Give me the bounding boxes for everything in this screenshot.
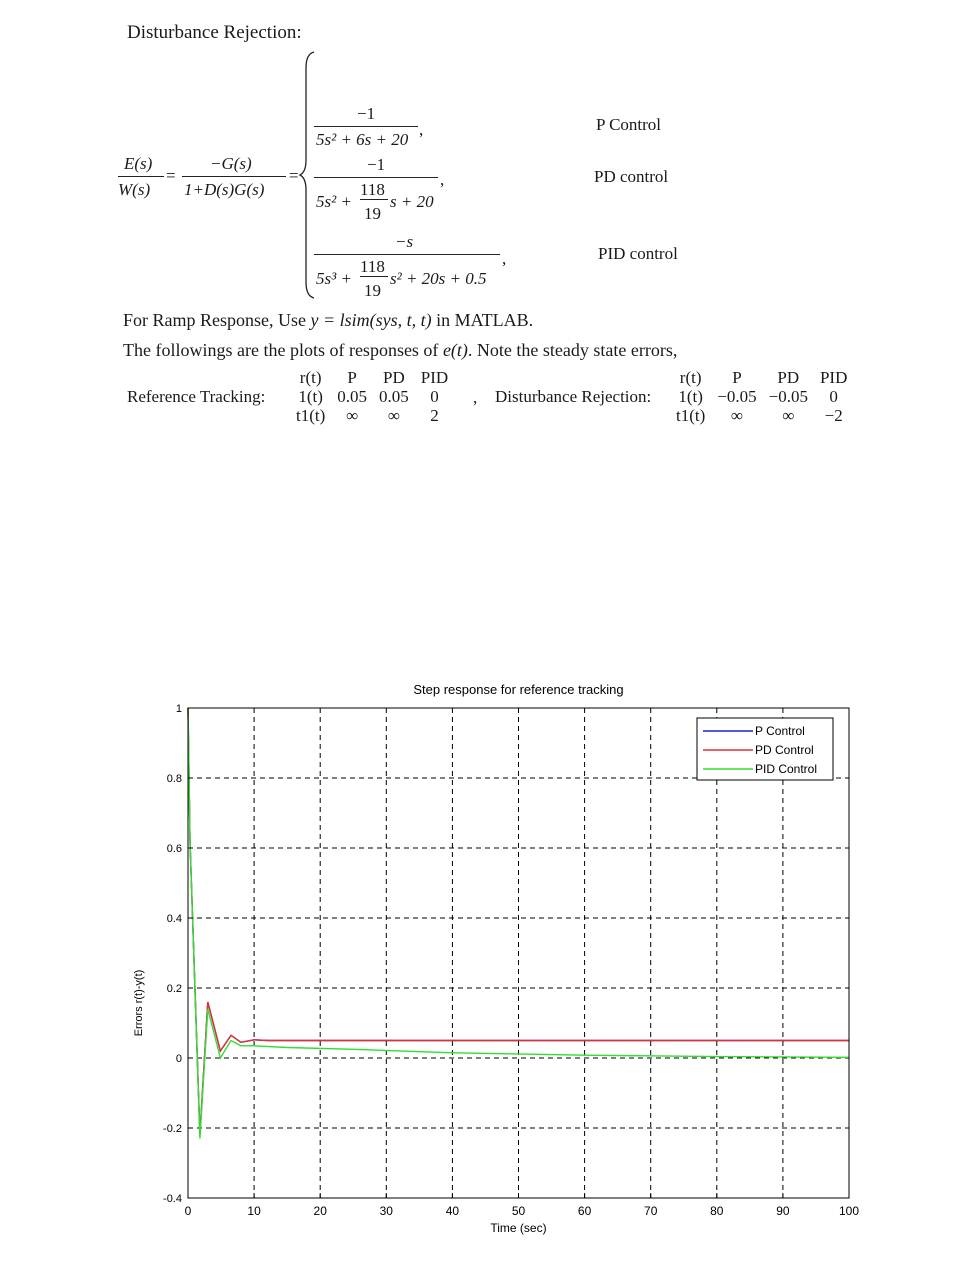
x-tick-label: 90: [776, 1204, 790, 1218]
y-tick-label: 1: [175, 703, 182, 715]
case1-label: P Control: [596, 115, 662, 134]
reference-tracking-title: Reference Tracking:: [127, 387, 266, 406]
legend-label-pid-control: PID Control: [755, 762, 818, 776]
x-tick-label: 30: [379, 1204, 393, 1218]
disturbance-rejection-title: Disturbance Rejection:: [495, 387, 652, 406]
x-tick-label: 40: [445, 1204, 460, 1218]
reference-tracking-table: r(t) P PD PID 1(t) 0.05 0.05 0 t1(t) ∞ ∞ 2: [296, 368, 449, 425]
case2-denominator-b: s + 20: [390, 192, 434, 211]
case1-numerator: −1: [357, 104, 376, 123]
table-separator: ,: [473, 388, 478, 407]
case3-frac-num: 118: [360, 257, 385, 276]
mid-numerator: −G(s): [210, 154, 252, 173]
equals-sign-2: =: [289, 166, 299, 185]
case3-denominator-a: 5s³ +: [316, 269, 352, 288]
x-tick-label: 100: [838, 1204, 860, 1218]
y-tick-label: 0.8: [166, 773, 182, 785]
lhs-denominator: W(s): [118, 180, 151, 199]
y-tick-label: 0.4: [166, 913, 182, 925]
lhs-numerator: E(s): [124, 154, 153, 173]
chart-legend: [697, 718, 833, 780]
x-tick-label: 0: [184, 1204, 192, 1218]
legend-label-pd-control: PD Control: [755, 743, 814, 757]
chart-grid: [188, 708, 849, 1198]
chart-title: Step response for reference tracking: [413, 682, 624, 697]
ramp-response-line: For Ramp Response, Use y = lsim(sys, t, t) in MATLAB.: [123, 310, 534, 330]
case2-label: PD control: [594, 167, 669, 186]
case2-numerator: −1: [367, 155, 386, 174]
x-tick-label: 60: [577, 1204, 592, 1218]
disturbance-rejection-table: r(t) P PD PID 1(t) −0.05 −0.05 0 t1(t) ∞ ∞ −2: [676, 368, 848, 425]
y-tick-label: 0.6: [166, 843, 182, 855]
equals-sign: =: [166, 166, 176, 185]
x-tick-label: 50: [511, 1204, 526, 1218]
case3-label: PID control: [598, 244, 678, 263]
section-heading: Disturbance Rejection:: [127, 22, 302, 43]
case3-numerator: −s: [395, 232, 414, 251]
case3-frac-den: 19: [364, 281, 381, 300]
x-tick-label: 80: [710, 1204, 724, 1218]
step-response-chart: [0, 670, 962, 1250]
y-tick-label: -0.2: [163, 1123, 182, 1135]
y-tick-label: 0: [175, 1053, 182, 1065]
x-tick-label: 20: [313, 1204, 327, 1218]
plots-description-line: The followings are the plots of responses of e(t). Note the steady state errors,: [123, 340, 678, 360]
x-tick-label: 10: [247, 1204, 261, 1218]
case2-denominator-a: 5s² +: [316, 192, 352, 211]
mid-denominator: 1+D(s)G(s): [184, 180, 265, 199]
x-tick-label: 70: [644, 1204, 658, 1218]
case3-denominator-b: s² + 20s + 0.5: [390, 269, 487, 288]
case2-frac-den: 19: [364, 204, 381, 223]
y-tick-label: -0.4: [163, 1193, 182, 1205]
case1-denominator: 5s² + 6s + 20: [316, 130, 409, 149]
x-axis-label: Time (sec): [490, 1221, 547, 1235]
y-tick-label: 0.2: [166, 983, 182, 995]
left-brace: [298, 50, 318, 300]
y-axis-label: Errors r(t)-y(t): [133, 969, 145, 1037]
case2-frac-num: 118: [360, 180, 385, 199]
legend-label-p-control: P Control: [755, 724, 805, 738]
